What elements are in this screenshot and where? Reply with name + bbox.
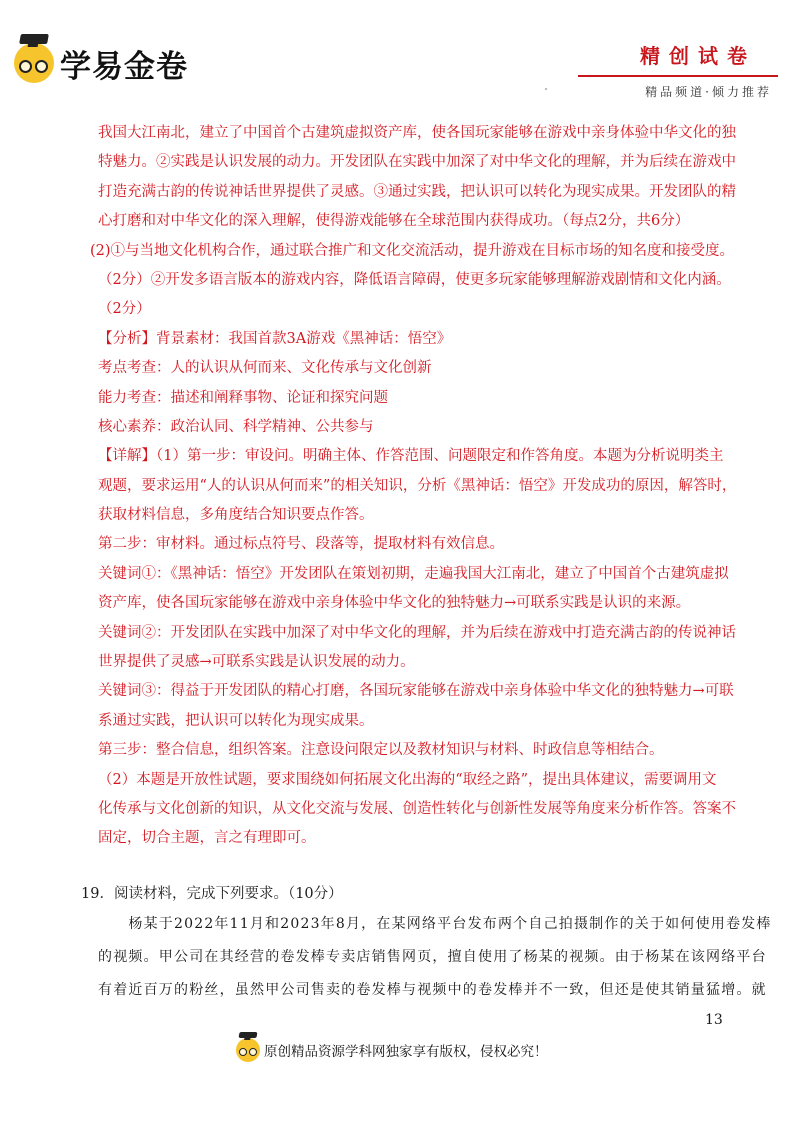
answer-line: （2）本题是开放性试题，要求围绕如何拓展文化出海的“取经之路”，提出具体建议，需要调用文 (98, 771, 717, 788)
answer-line: 考点考查：人的认识从何而来、文化传承与文化创新 (98, 360, 432, 377)
logo-text: 学易金卷 (60, 48, 188, 85)
brand-subtitle: 精品频道·倾力推荐 (645, 85, 772, 99)
answer-line: 【分析】背景素材：我国首款3A游戏《黑神话：悟空》 (98, 330, 452, 347)
answer-line: 资产库，使各国玩家能够在游戏中亲身体验中华文化的独特魅力→可联系实践是认识的来源。 (98, 595, 691, 612)
brand-logo (14, 40, 188, 86)
answer-line: 【详解】（1）第一步：审设问。明确主体、作答范围、问题限定和作答角度。本题为分析说明类主 (98, 448, 724, 465)
answer-line: 化传承与文化创新的知识，从文化交流与发展、创造性转化与创新性发展等角度来分析作答。答案不 (98, 800, 736, 817)
passage-line: 有着近百万的粉丝，虽然甲公司售卖的卷发棒与视频中的卷发棒并不一致，但还是使其销量猛增。就 (98, 982, 767, 998)
answer-line: 心打磨和对中华文化的深入理解，使得游戏能够在全球范围内获得成功。（每点2分，共6分） (98, 213, 690, 230)
question-19-passage (98, 908, 772, 1007)
answer-line: 能力考查：描述和阐释事物、论证和探究问题 (98, 389, 388, 406)
passage-line: 的视频。甲公司在其经营的卷发棒专卖店销售网页，擅自使用了杨某的视频。由于杨某在该网络平台 (98, 949, 767, 965)
answer-line: 关键词②：开发团队在实践中加深了对中华文化的理解，并为后续在游戏中打造充满古韵的传说神话 (98, 624, 736, 641)
answer-line: 核心素养：政治认同、科学精神、公共参与 (98, 418, 374, 435)
answer-line: 观题，要求运用“人的认识从何而来”的相关知识，分析《黑神话：悟空》开发成功的原因，解答时， (98, 477, 737, 494)
mascot-icon (14, 43, 54, 83)
copyright-notice: 原创精品资源学科网独家享有版权，侵权必究！ (264, 1044, 548, 1060)
brand-divider (578, 75, 778, 77)
answer-line: （2分） (98, 301, 151, 318)
answer-line: (2)①与当地文化机构合作，通过联合推广和文化交流活动，提升游戏在目标市场的知名度和接受度。 (90, 242, 735, 259)
answer-line: 关键词③：得益于开发团队的精心打磨，各国玩家能够在游戏中亲身体验中华文化的独特魅力→可联 (98, 683, 734, 700)
brand-title: 精创试卷 (640, 44, 756, 68)
speck (545, 88, 547, 90)
answer-explanation (90, 119, 737, 854)
answer-line: 第三步：整合信息，组织答案。注意设问限定以及教材知识与材料、时政信息等相结合。 (98, 742, 664, 759)
answer-line: （2分）②开发多语言版本的游戏内容，降低语言障碍，使更多玩家能够理解游戏剧情和文化内涵。 (98, 271, 731, 288)
answer-line: 获取材料信息，多角度结合知识要点作答。 (98, 507, 374, 524)
answer-line: 第二步：审材料。通过标点符号、段落等，提取材料有效信息。 (98, 536, 504, 553)
answer-line: 固定，切合主题，言之有理即可。 (98, 830, 316, 847)
answer-line: 打造充满古韵的传说神话世界提供了灵感。③通过实践，把认识可以转化为现实成果。开发团队的精 (98, 183, 736, 200)
brand-block (578, 40, 778, 100)
answer-line: 世界提供了灵感→可联系实践是认识发展的动力。 (98, 654, 415, 671)
passage-line: 杨某于2022年11月和2023年8月，在某网络平台发布两个自己拍摄制作的关于如何使用卷发棒 (98, 916, 772, 932)
page-header (0, 0, 800, 105)
page-footer (236, 1034, 548, 1066)
answer-line: 关键词①：《黑神话：悟空》开发团队在策划初期，走遍我国大江南北，建立了中国首个古建筑虚拟 (98, 565, 729, 582)
answer-line: 系通过实践，把认识可以转化为现实成果。 (98, 712, 374, 729)
question-19-label: 19．阅读材料，完成下列要求。（10分） (81, 886, 343, 902)
answer-line: 特魅力。②实践是认识发展的动力。开发团队在实践中加深了对中华文化的理解，并为后续在游戏中 (98, 154, 736, 171)
answer-line: 我国大江南北，建立了中国首个古建筑虚拟资产库，使各国玩家能够在游戏中亲身体验中华文化的独 (98, 125, 736, 141)
page-number: 13 (705, 1012, 723, 1028)
mascot-icon (236, 1038, 260, 1062)
